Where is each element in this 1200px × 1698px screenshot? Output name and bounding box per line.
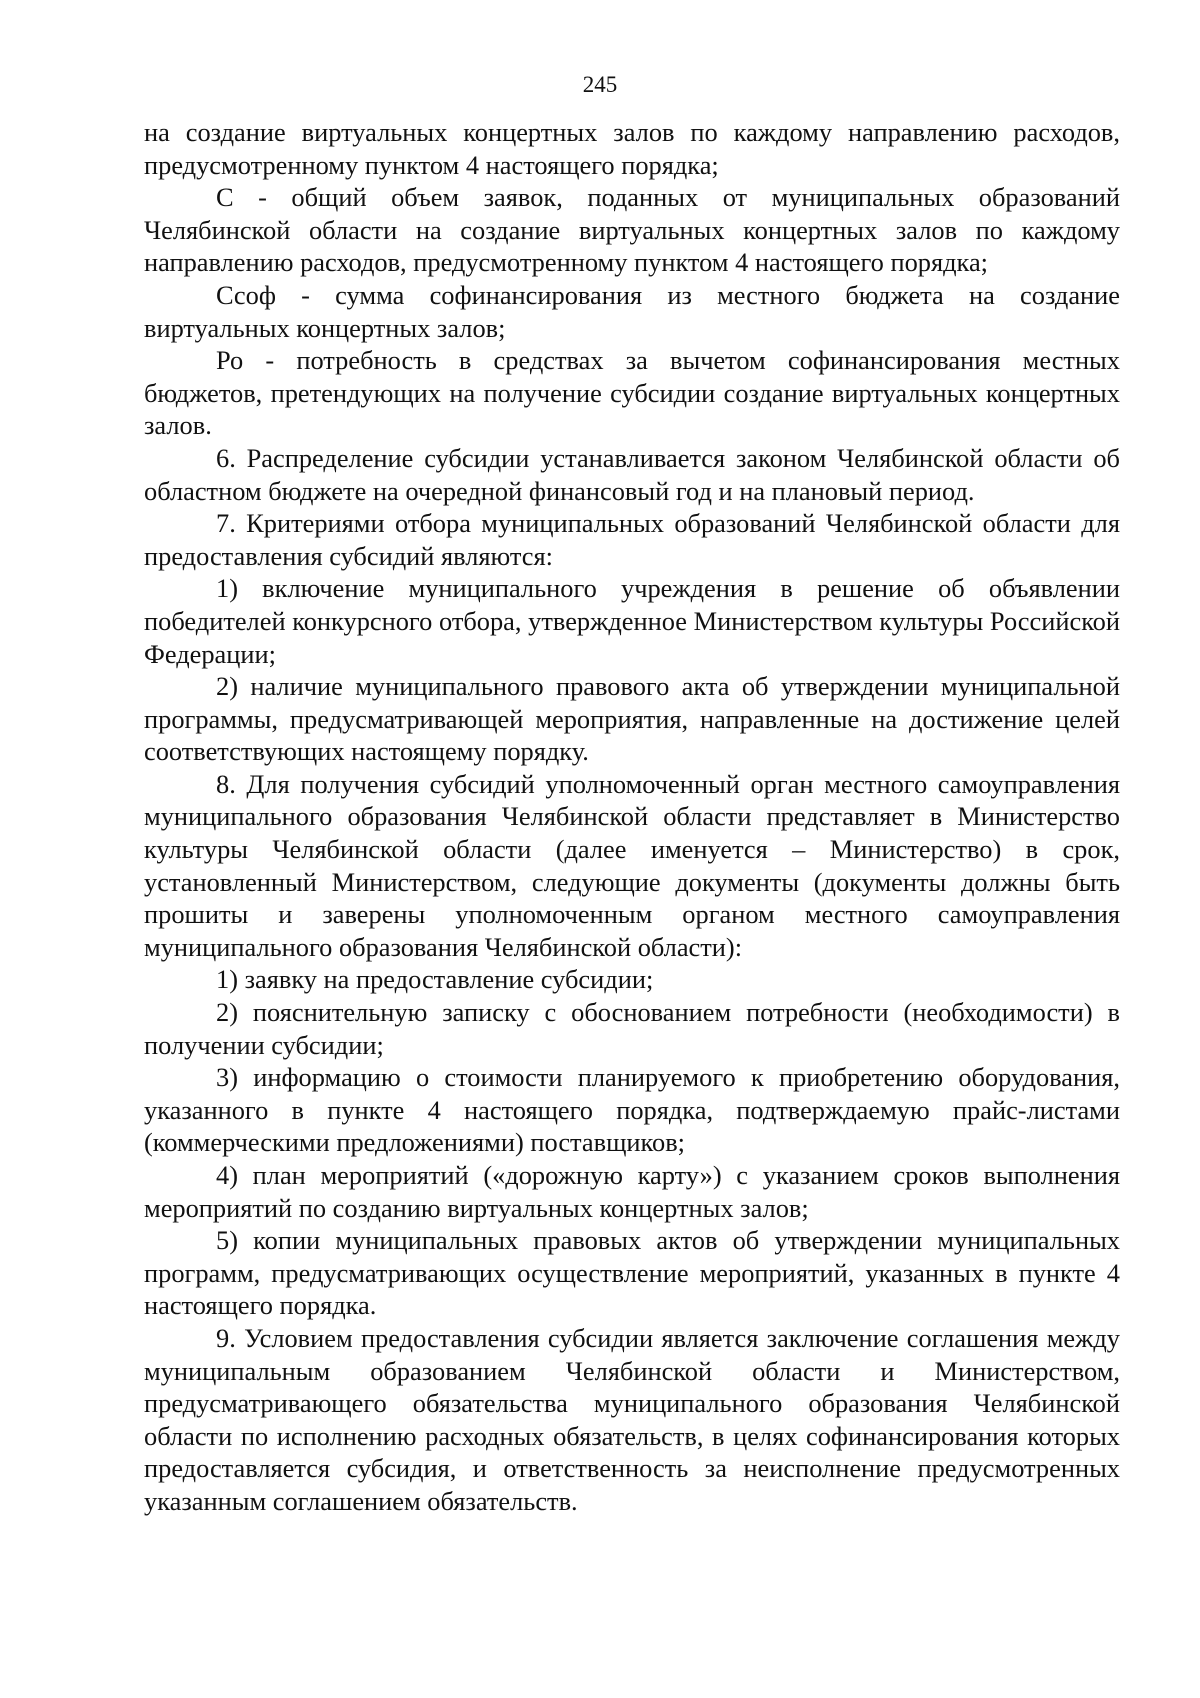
paragraph-item-8: 8. Для получения субсидий уполномоченный орган местного самоуправления муниципального образования Челябинской области представляет в Министерство культуры Челябинской области (далее именуется – Министерство) в срок, установленный Министерством, следующие документы (документы должны быть прошиты и заверены уполномоченным органом местного самоуправления муниципального образования Челябинской области): xyxy=(144,768,1120,962)
paragraph-definition-ro: Ро - потребность в средствах за вычетом софинансирования местных бюджетов, претендующих на получение субсидии создание виртуальных концертных залов. xyxy=(144,345,1120,441)
paragraph-item-8-1: 1) заявку на предоставление субсидии; xyxy=(216,964,654,995)
paragraph-item-8-2: 2) пояснительную записку с обоснованием потребности (необходимости) в получении субсидии; xyxy=(144,997,1120,1060)
paragraph-continuation: на создание виртуальных концертных залов по каждому направлению расходов, предусмотренному пунктом 4 настоящего порядка; xyxy=(144,117,1120,180)
paragraph-item-8-4: 4) план мероприятий («дорожную карту») с указанием сроков выполнения мероприятий по созданию виртуальных концертных залов; xyxy=(144,1160,1120,1223)
page-number: 245 xyxy=(582,72,618,97)
paragraph-item-8-5: 5) копии муниципальных правовых актов об утверждении муниципальных программ, предусматривающих осуществление мероприятий, указанных в пункте 4 настоящего порядка. xyxy=(144,1225,1120,1321)
paragraph-item-8-3: 3) информацию о стоимости планируемого к приобретению оборудования, указанного в пункте 4 настоящего порядка, подтверждаемую прайс-листами (коммерческими предложениями) поставщиков; xyxy=(144,1062,1120,1158)
paragraph-item-7-1: 1) включение муниципального учреждения в решение об объявлении победителей конкурсного отбора, утвержденное Министерством культуры Российской Федерации; xyxy=(144,573,1120,669)
document-body xyxy=(144,116,1120,1518)
paragraph-item-7: 7. Критериями отбора муниципальных образований Челябинской области для предоставления субсидий являются: xyxy=(144,508,1120,571)
paragraph-item-7-2: 2) наличие муниципального правового акта об утверждении муниципальной программы, предусматривающей мероприятия, направленные на достижение целей соответствующих настоящему порядку. xyxy=(144,671,1120,767)
paragraph-definition-c: С - общий объем заявок, поданных от муниципальных образований Челябинской области на создание виртуальных концертных залов по каждому направлению расходов, предусмотренному пунктом 4 настоящего порядка; xyxy=(144,182,1120,278)
paragraph-item-6: 6. Распределение субсидии устанавливается законом Челябинской области об областном бюджете на очередной финансовый год и на плановый период. xyxy=(144,442,1120,506)
paragraph-item-9: 9. Условием предоставления субсидии является заключение соглашения между муниципальным образованием Челябинской области и Министерством, предусматривающего обязательства муниципального образования Челябинской области по исполнению расходных обязательств, в целях софинансирования которых предоставляется субсидия, и ответственность за неисполнение предусмотренных указанным соглашением обязательств. xyxy=(144,1322,1120,1516)
paragraph-definition-ssof: Ссоф - сумма софинансирования из местного бюджета на создание виртуальных концертных залов; xyxy=(144,279,1120,343)
